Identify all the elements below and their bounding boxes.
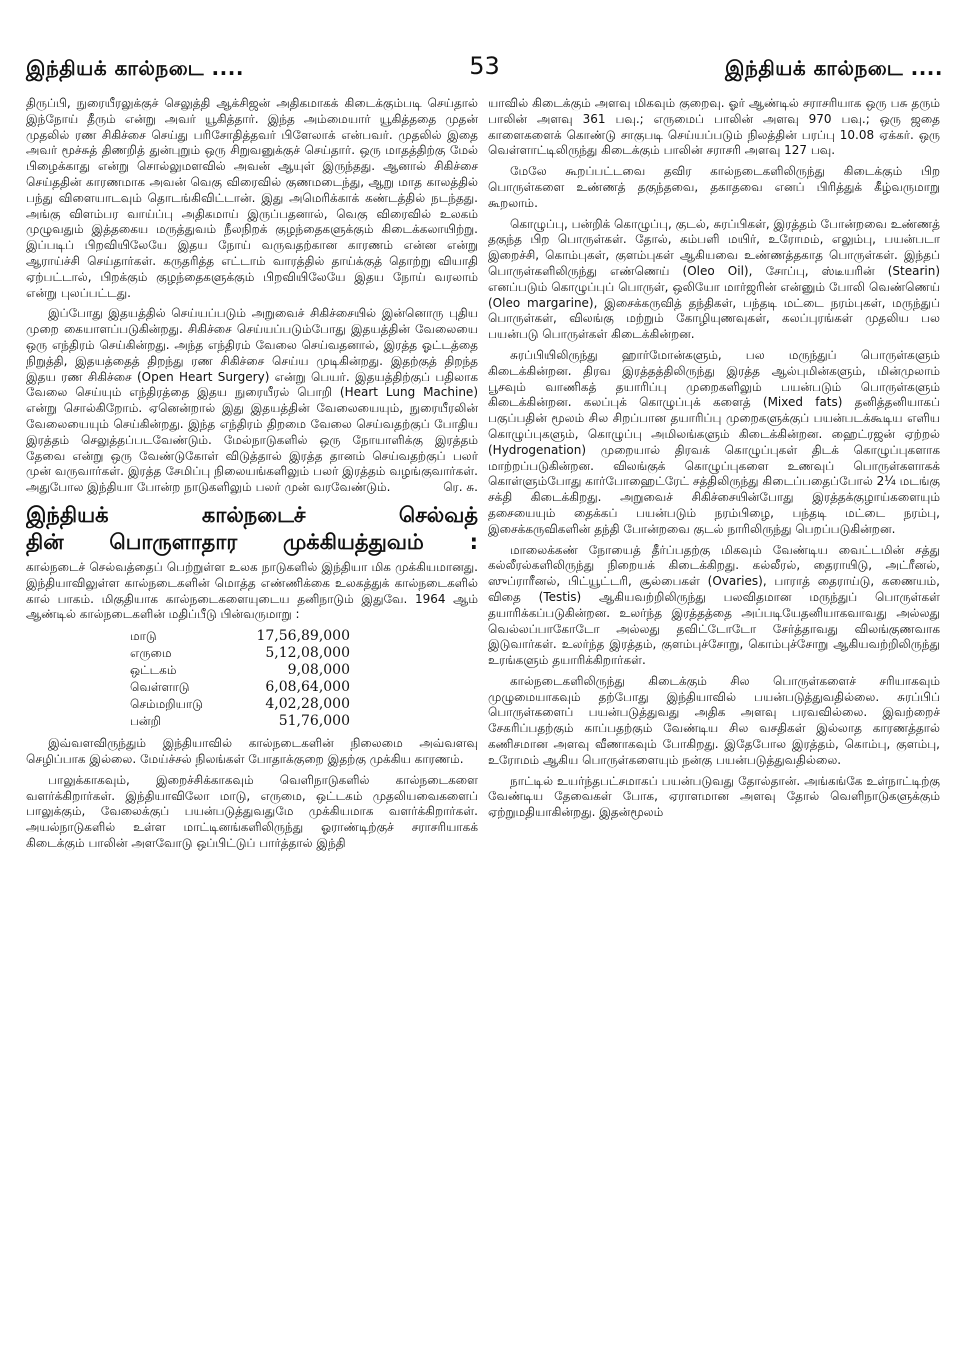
livestock-value: 17,56,89,000 — [256, 628, 350, 645]
section-heading-line: தின் பொருளாதார முக்கியத்துவம் : — [26, 529, 478, 554]
livestock-name: செம்மறியாடு — [130, 697, 203, 712]
table-row — [130, 662, 350, 679]
paragraph: சுரப்பியிலிருந்து ஹார்மோன்களும், பல மருந்துப் பொருள்களும் கிடைக்கின்றன. திரவ இரத்தத்திலிருந்து இரத்த ஆல்புமின்களும், மின்முலாம் பூசவும் வாணிகத் தயாரிப்பு முறைகளிலும் பயன்படும் பொருள்களும் கிடைக்கின்றன. கலப்புக் கொழுப்புக் களைத் (Mixed fats) தனித்தனியாகப் பகுப்பதின் மூலம் சில சிறப்பான தயாரிப்பு முறைகளுக்குப் பயன்படக்கூடிய எளிய கொழுப்புகளும், கொழுப்பு அமிலங்களும் கிடைக்கின்றன. ஹைட்ரஜன் ஏற்றல் (Hydrogenation) முறையால் திரவக் கொழுப்புகள் திடக் கொழுப்புகளாக மாற்றப்படுகின்றன. விலங்குக் கொழுப்புகளை உணவுப் பொருள்களாகக் கொள்ளும்போது கார்போஹைட்ரேட் சத்திலிருந்து கிடைப்பதைப்போல் 2¼ மடங்கு சக்தி கிடைக்கிறது. அறுவைச் சிகிச்சையின்போது இரத்தக்குழாய்களையும் தசையையும் தைக்கப் பயன்படும் நரம்பிழை, பந்தடி மட்டை நரம்பு, இசைக்கருவிகளின் தந்தி போன்றவை குடல் நாரிலிருந்து பெறப்படுகின்றன. — [488, 347, 940, 536]
paragraph: கொழுப்பு, பன்றிக் கொழுப்பு, குடல், சுரப்பிகள், இரத்தம் போன்றவை உண்ணத் தகுந்த பிற பொருள்கள். தோல், கம்பளி மயிர், உரோமம், எலும்பு, பயன்படா இறைச்சி, கொம்புகள், குளம்புகள் ஆகியவை உண்ணத்தகாத பொருள்கள். இந்தப் பொருள்களிலிருந்து எண்ணெய் (Oleo Oil), சோப்பு, ஸ்டீயரின் (Stearin) எனப்படும் கொழுப்புப் பொருள், ஒலியோ மார்ஜரின் என்னும் போலி வெண்ணெய் (Oleo margarine), இசைக்கருவித் தந்திகள், பந்தடி மட்டை நரம்புகள், மருந்துப் பொருள்கள், விலங்கு மற்றும் கோழியுணவுகள், கலப்புரங்கள் முதலிய பல பயன்படு பொருள்கள் கிடைக்கின்றன. — [488, 216, 940, 342]
livestock-name: எருமை — [130, 646, 172, 661]
livestock-name: மாடு — [130, 629, 157, 644]
paragraph: மேலே கூறப்பட்டவை தவிர கால்நடைகளிலிருந்து கிடைக்கும் பிற பொருள்களை உண்ணத் தகுந்தவை, தகாதவை எனப் பிரித்துக் கீழ்வருமாறு கூறலாம். — [488, 164, 940, 210]
page-number: 53 — [469, 52, 500, 80]
paragraph: மாலைக்கண் நோயைத் தீர்ப்பதற்கு மிகவும் வேண்டிய வைட்டமின் சத்து கல்லீரல்களிலிருந்து நிறையக் கிடைக்கிறது. கல்லீரல், தைராயிடு, அட்ரீனல், ஸுப்ராரீனல், பிட்யூட்டரி, சூல்பைகள் (Ovaries), பாராத் தைராய்டு, கணையம், விதை (Testis) ஆகியவற்றிலிருந்து பலவிதமான மருந்துப் பொருள்கள் தயாரிக்கப்படுகின்றன. உலர்ந்த இரத்தத்தை அப்படியேதனியாகவாவது அல்லது வெல்லப்பாகோடோ அல்லது தவிட்டோடோ சேர்த்தாவது விலங்குணவாக இடுவார்கள். உலர்ந்த இரத்தம், குளம்புச்சோறு, கொம்புச்சோறு ஆகியவற்றிலிருந்து உரங்களும் தயாரிக்கிறார்கள். — [488, 542, 940, 668]
running-head-left: இந்தியக் கால்நடை .... — [26, 56, 244, 80]
paragraph: நாட்டில் உயர்ந்தபட்சமாகப் பயன்படுவது தோல்தான். அங்கங்கே உள்நாட்டிற்கு வேண்டிய தேவைகள் போக, ஏராளமான அளவு தோல் வெளிநாடுகளுக்கும் ஏற்றுமதியாகின்றது. இதன்மூலம் — [488, 773, 940, 820]
left-column — [26, 96, 478, 1342]
paragraph: இவ்வளவிருந்தும் இந்தியாவில் கால்நடைகளின் நிலைமை அவ்வளவு செழிப்பாக இல்லை. மேய்ச்சல் நிலங்கள் போதாக்குறை இதற்கு முக்கிய காரணம். — [26, 736, 478, 766]
livestock-name: ஒட்டகம் — [130, 663, 177, 678]
livestock-value: 9,08,000 — [287, 662, 350, 679]
paragraph-text: இப்போது இதயத்தில் செய்யப்படும் அறுவைச் சிகிச்சையில் இன்னொரு புதிய முறை கையாளப்படுகின்றது. சிகிச்சை செய்யப்படும்போது இதயத்தின் வேலையை ஒரு எந்திரம் செய்கின்றது. அந்த எந்திரம் வேலை செய்வதனால், இரத்த ஓட்டத்தை நிறுத்தி, இதயத்தைத் திறந்து ரண சிகிச்சை செய்ய முடிகின்றது. இதற்குத் திறந்த இதய ரண சிகிச்சை (Open Heart Surgery) என்று பெயர். இதயத்திற்குப் பதிலாக வேலை செய்யும் எந்திரத்தை இதய நுரையீரல் பொறி (Heart Lung Machine) என்று சொல்கிறோம். ஏனென்றால் இது இதயத்தின் வேலையையும், நுரையீரலின் வேலையையும் செய்கின்றது. இந்த எந்திரம் திறமை வேலை செய்வதற்குப் போதிய இரத்தம் செலுத்தப்படவேண்டும். மேல்நாடுகளில் ஒரு நோயாளிக்கு இரத்தம் தேவை என்று ஒரு வேண்டுகோள் விடுத்தால் இரத்த தானம் செய்வதற்குப் பலர் முன் வருவார்கள். இரத்த சேமிப்பு நிலையங்களிலும் பலர் இரத்தம் வழங்குவார்கள். அதுபோல இந்தியா போன்ற நாடுகளிலும் பலர் முன் வரவேண்டும். — [26, 306, 478, 495]
running-head-right: இந்தியக் கால்நடை .... — [725, 56, 943, 80]
table-row — [130, 713, 350, 730]
paragraph: கால்நடைகளிலிருந்து கிடைக்கும் சில பொருள்களைச் சரியாகவும் முழுமையாகவும் தற்போது இந்தியாவில் பயன்படுத்துவதில்லை. சுரப்பிப் பொருள்களைப் பயன்படுத்துவது அதிக அளவு பரவவில்லை. இவற்றைச் சேகரிப்பதற்கும் காப்பதற்கும் வேண்டிய சில வசதிகள் இல்லாத காரணத்தால் கணிசமான அளவு வீணாகவும் போகிறது. இதேபோல இரத்தம், கொம்பு, குளம்பு, உரோமம் ஆகிய பொருள்களையும் நன்கு பயன்படுத்துவதில்லை. — [488, 673, 940, 767]
running-head — [26, 52, 943, 90]
columns — [26, 96, 943, 1342]
livestock-name: வெள்ளாடு — [130, 680, 190, 695]
paragraph: பாலுக்காகவும், இறைச்சிக்காகவும் வெளிநாடுகளில் கால்நடைகளை வளர்க்கிறார்கள். இந்தியாவிலோ மாடு, எருமை, ஒட்டகம் முதலியவைகளைப் பாலுக்கும், வேலைக்குப் பயன்படுத்துவதுமே முக்கியமாக வளர்க்கிறார்கள். அயல்நாடுகளில் உள்ள மாட்டினங்களிலிருந்து ஓராண்டிற்குச் சராசரியாகக் கிடைக்கும் பாலின் அளவோடு ஒப்பிட்டுப் பார்த்தால் இந்தி — [26, 772, 478, 850]
section-heading-line: இந்தியக் கால்நடைச் செல்வத் — [26, 502, 478, 527]
paragraph: திருப்பி, நுரையீரலுக்குச் செலுத்தி ஆக்சிஜன் அதிகமாகக் கிடைக்கும்படி செய்தால் இந்நோய் தீரும் என்று அவர் யூகித்தார். இந்த அம்மையார் யூகித்ததை முதன் முதலில் ரண சிகிச்சை செய்து பரிசோதித்தவர் பிளேலாக் என்பவர். முதலில் இதை அவர் மூச்சுத் திணறித் துன்புறும் ஒரு சிறுவனுக்குச் செய்தார். ஒரு மாதத்திற்கு மேல் பிழைக்காது என்று சொல்லுமளவில் அவன் ஆயுள் இருந்தது. ஆனால் சிகிச்சை செய்ததின் காரணமாக அவன் வெகு விரைவில் குணமடைந்து, ஆறு மாத காலத்தில் பந்து விளையாடவும் தொடங்கிவிட்டான். இது அமெரிக்காக் கண்டத்தில் நடந்தது. அங்கு விளம்பர வாய்ப்பு அதிகமாய் இருப்பதனால், வெகு விரைவில் உலகம் முழுவதும் இத்தகைய மருத்துவம் நீலநிறக் குழந்தைகளுக்கும் கிடைக்கலாயிற்று. இப்படிப் பிறவியிலேயே இதய நோய் வருவதற்கான காரணம் என்ன என்று ஆராய்ச்சி செய்தார்கள். கருதரித்த எட்டாம் வாரத்தில் தாய்க்குத் தொற்று வியாதி ஏற்பட்டால், பிறக்கும் குழந்தைகளுக்கும் பிறவியிலேயே இதய நோய் வரலாம் என்று புலப்பட்டது. — [26, 96, 478, 300]
livestock-name: பன்றி — [130, 714, 161, 729]
paragraph: கால்நடைச் செல்வத்தைப் பெற்றுள்ள உலக நாடுகளில் இந்தியா மிக முக்கியமானது. இந்தியாவிலுள்ள கால்நடைகளின் மொத்த எண்ணிக்கை உலகத்துக் கால்நடைகளில் கால் பாகம். மிகுதியாக கால்நடைகளையுடைய தனிநாடும் இதுவே. 1964 ஆம் ஆண்டில் கால்நடைகளின் மதிப்பீடு பின்வருமாறு : — [26, 559, 478, 622]
livestock-value: 4,02,28,000 — [265, 696, 350, 713]
table-row — [130, 628, 350, 645]
paragraph: யாவில் கிடைக்கும் அளவு மிகவும் குறைவு. ஓர் ஆண்டில் சராசரியாக ஒரு பசு தரும் பாலின் அளவு 361 பவு.; எருமைப் பாலின் அளவு 970 பவு.; ஒரு ஜதை காளைகளைக் கொண்டு சாகுபடி செய்யப்படும் நிலத்தின் பரப்பு 10.08 ஏக்கர். ஒரு வெள்ளாட்டிலிருந்து கிடைக்கும் பாலின் சராசரி அளவு 127 பவு. — [488, 96, 940, 158]
right-column — [488, 96, 940, 1342]
table-row — [130, 679, 350, 696]
author-signature: ரெ. சு. — [443, 480, 478, 495]
table-row — [130, 645, 350, 662]
livestock-value: 51,76,000 — [278, 713, 350, 730]
livestock-value: 6,08,64,000 — [265, 679, 350, 696]
table-row — [130, 696, 350, 713]
paragraph — [26, 306, 478, 496]
livestock-value: 5,12,08,000 — [265, 645, 350, 662]
section-heading — [26, 502, 478, 556]
livestock-table — [130, 628, 350, 730]
